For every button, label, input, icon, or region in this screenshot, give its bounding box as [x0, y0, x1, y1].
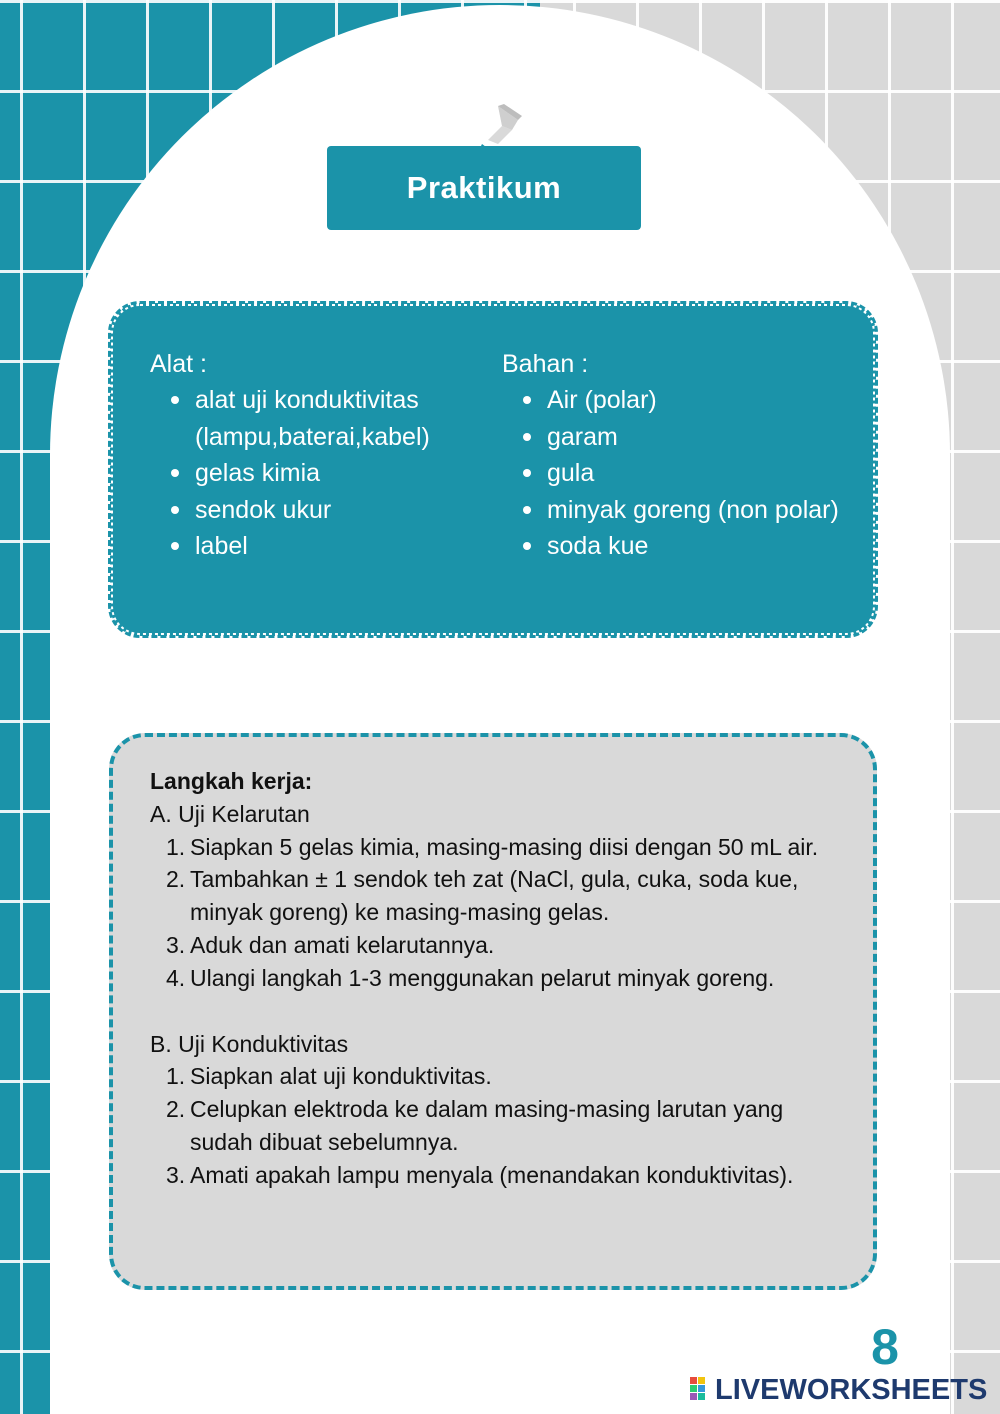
list-item: label	[150, 528, 470, 565]
section-b-list	[150, 1060, 850, 1191]
title-banner	[327, 146, 641, 230]
step-item: 3. Amati apakah lampu menyala (menandakan konduktivitas).	[166, 1161, 794, 1188]
page-title: Praktikum	[406, 170, 562, 205]
materials-box	[110, 303, 876, 636]
bahan-list	[502, 382, 872, 565]
liveworksheets-brand[interactable]	[690, 1372, 987, 1408]
step-item: 4. Ulangi langkah 1-3 menggunakan pelarut minyak goreng.	[166, 964, 775, 991]
list-item: alat uji konduktivitas (lampu,baterai,kabel)	[150, 382, 470, 455]
brand-text: LIVEWORKSHEETS	[715, 1373, 988, 1406]
list-item: soda kue	[502, 528, 872, 565]
page-number: 8	[871, 1319, 899, 1375]
list-item: gula	[502, 455, 872, 492]
list-item: garam	[502, 419, 872, 456]
liveworksheets-logo-icon	[690, 1377, 712, 1403]
list-item: gelas kimia	[150, 455, 470, 492]
section-a-list	[150, 831, 850, 995]
procedure-box	[109, 733, 877, 1290]
procedure-steps	[150, 765, 850, 1192]
step-item: 2. Tambahkan ± 1 sendok teh zat (NaCl, gula, cuka, soda kue, minyak goreng) ke masing-masing gelas.	[166, 866, 799, 926]
alat-column	[150, 346, 470, 565]
list-item: minyak goreng (non polar)	[502, 492, 872, 529]
section-a-title: A. Uji Kelarutan	[150, 800, 310, 827]
section-b-title: B. Uji Konduktivitas	[150, 1030, 349, 1057]
list-item: Air (polar)	[502, 382, 872, 419]
step-item: 2. Celupkan elektroda ke dalam masing-masing larutan yang sudah dibuat sebelumnya.	[166, 1096, 784, 1155]
step-item: 1. Siapkan alat uji konduktivitas.	[166, 1063, 492, 1090]
step-item: 1. Siapkan 5 gelas kimia, masing-masing diisi dengan 50 mL air.	[166, 833, 819, 860]
list-item: sendok ukur	[150, 492, 470, 529]
bahan-column	[502, 346, 872, 565]
procedure-heading: Langkah kerja:	[150, 768, 313, 794]
bahan-heading: Bahan :	[502, 350, 589, 378]
step-item: 3. Aduk dan amati kelarutannya.	[166, 931, 495, 958]
alat-list	[150, 382, 470, 565]
alat-heading: Alat :	[150, 350, 207, 378]
